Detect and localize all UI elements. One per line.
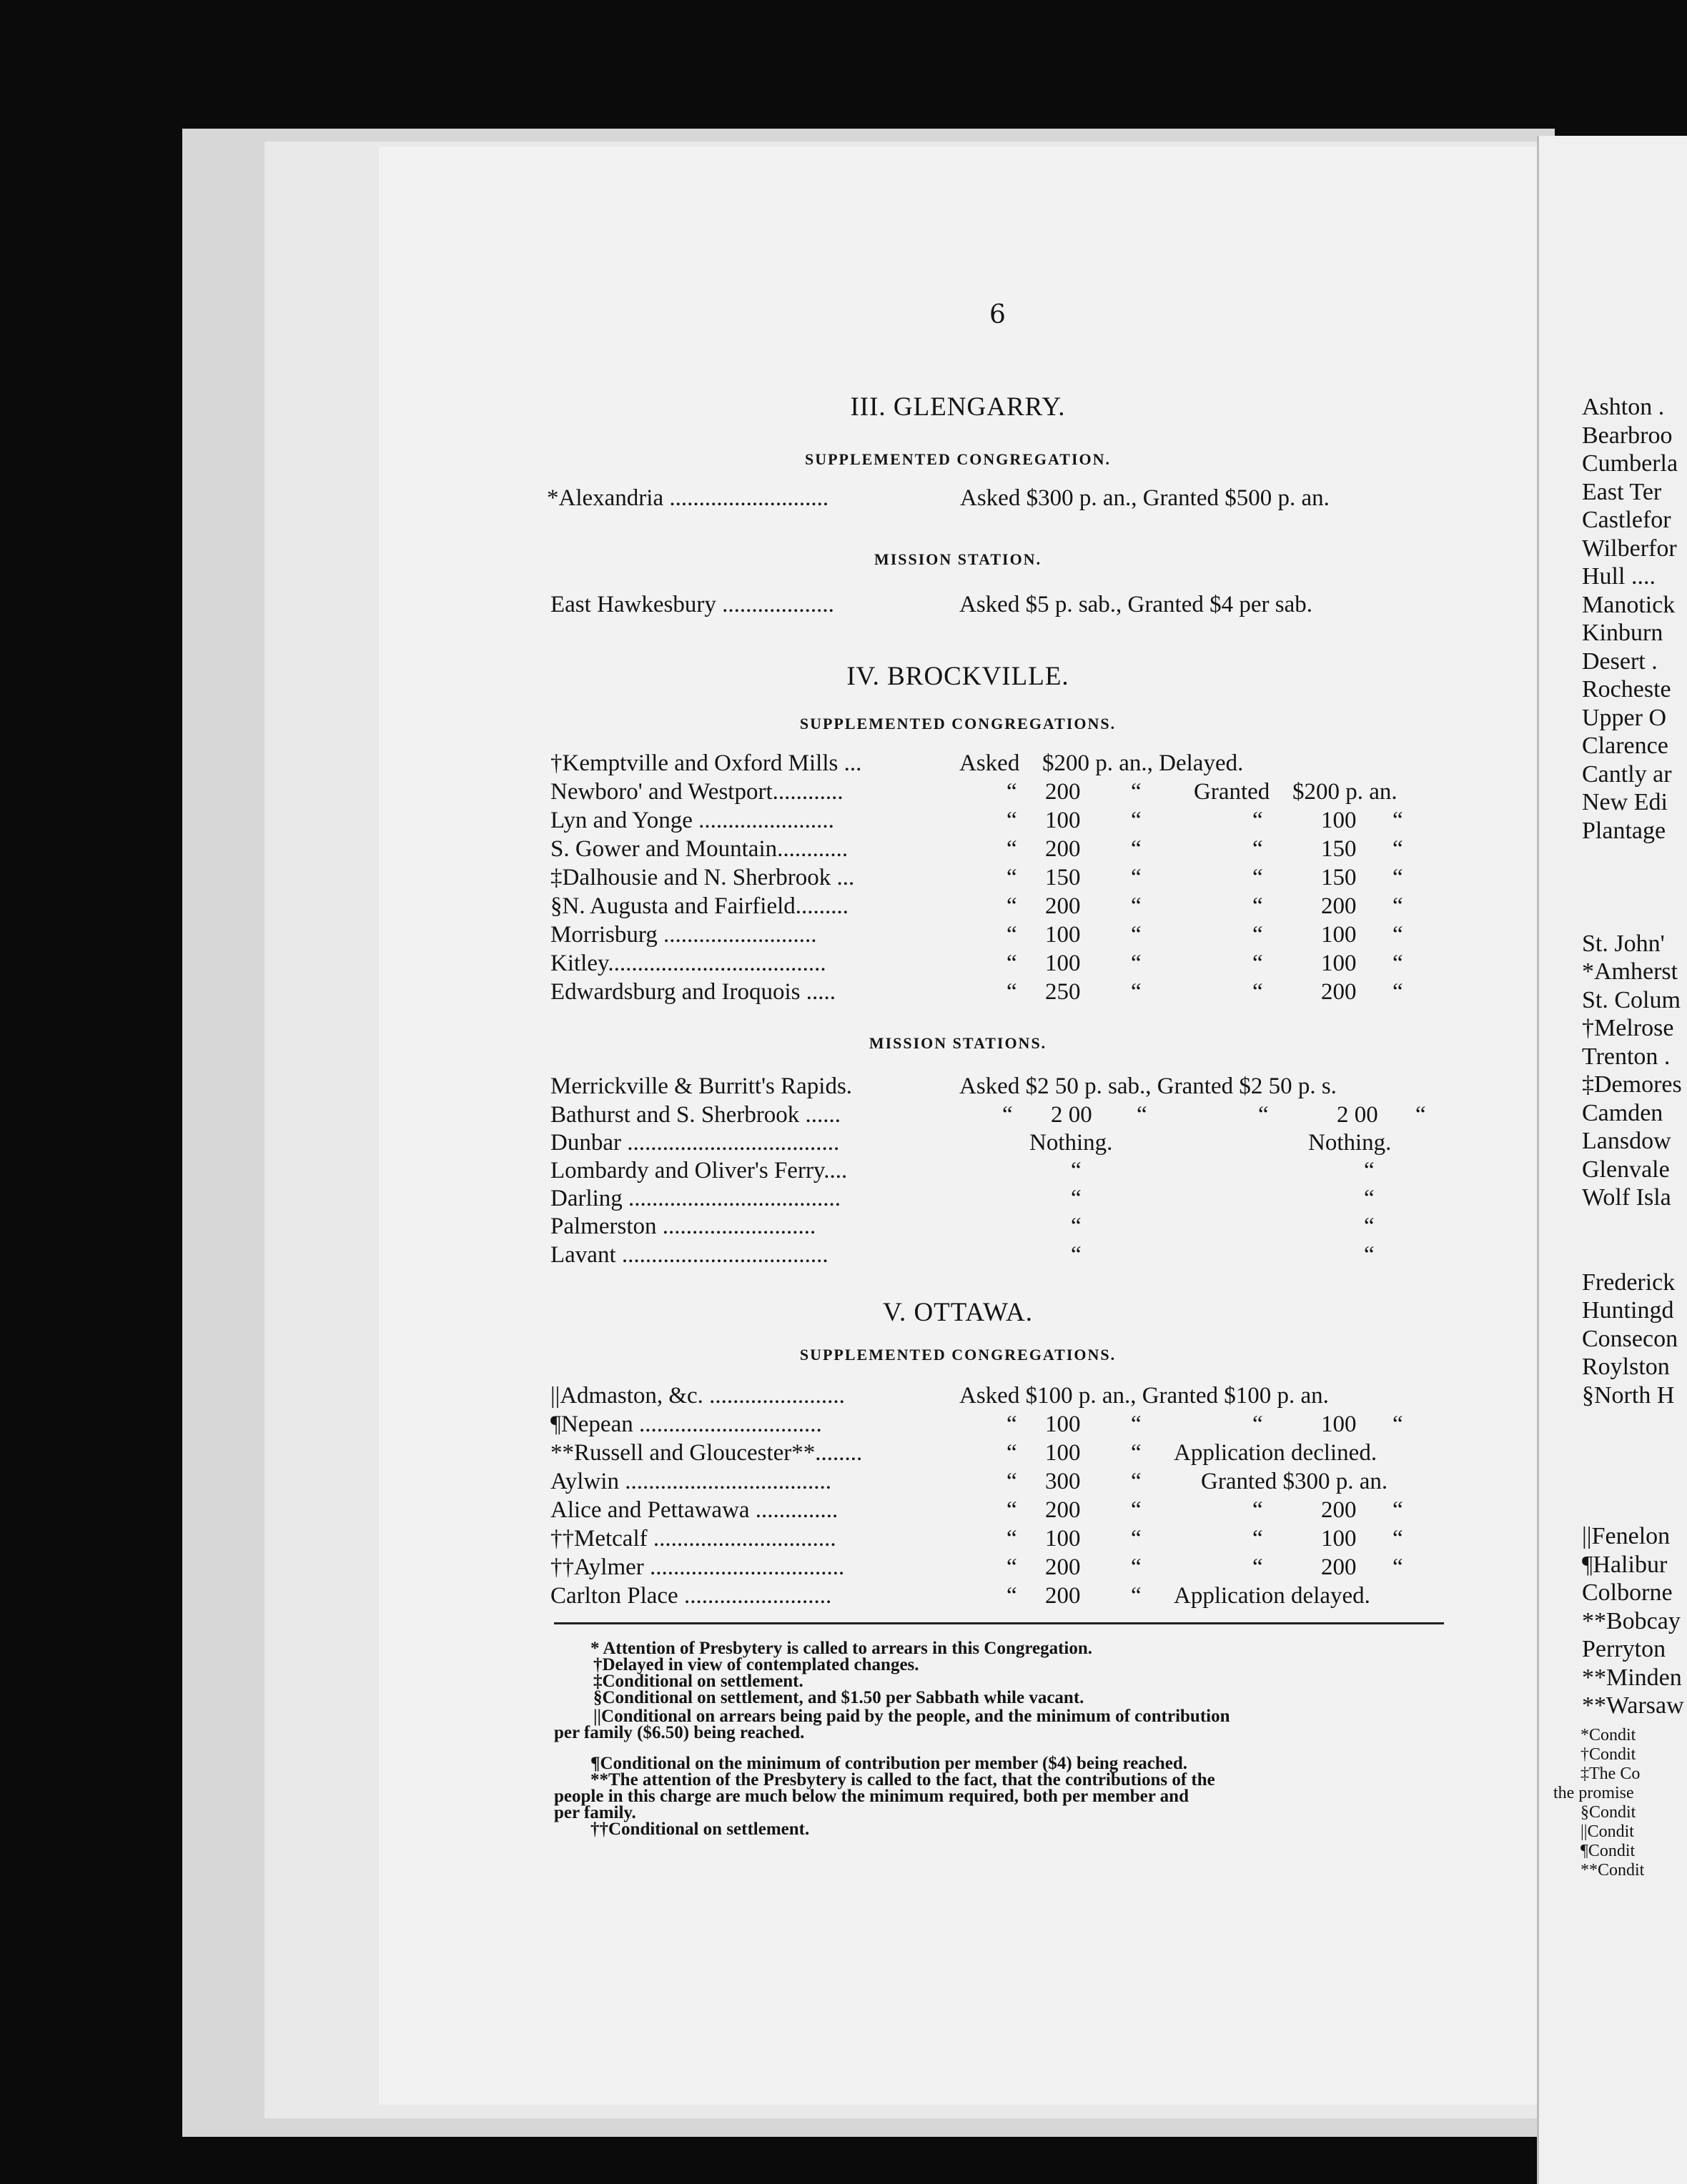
congregation-name: Alice and Pettawawa .............. [550,1497,838,1523]
facing-page-entry: East Ter [1582,478,1662,505]
ditto-mark: “ [1006,893,1017,919]
facing-page-entries [1582,393,1684,1720]
facing-page-entry [1582,1494,1684,1523]
ditto-mark: “ [1252,979,1263,1005]
facing-page-entry: ||Fenelon [1582,1523,1671,1549]
facing-page-footnote: *Condit [1580,1726,1636,1744]
facing-page-entry: Glenvale [1582,1156,1670,1183]
footnote-line: * Attention of Presbytery is called to arrears in this Congregation. [590,1639,1093,1658]
facing-page-entry: Plantage [1582,817,1666,844]
facing-page-entry [1582,1466,1684,1494]
facing-page-entry: Rocheste [1582,676,1671,703]
facing-page-entry [1582,873,1684,902]
asked-amount: 300 [1045,1469,1081,1494]
granted-label: Granted [1194,779,1270,805]
footnote-line: ¶Conditional on the minimum of contribution per member ($4) being reached. [590,1754,1188,1773]
granted-amount: 150 [1321,865,1357,890]
footnote-line: †Delayed in view of contemplated changes. [593,1655,919,1674]
facing-page-entry: Wilberfor [1582,535,1677,562]
granted-amount: 100 [1321,1526,1357,1552]
facing-page-entry [1582,1409,1684,1438]
admaston-terms: Asked $100 p. an., Granted $100 p. an. [959,1383,1329,1409]
facing-page-entry: Hull .... [1582,563,1656,590]
congregation-name: **Russell and Gloucester**........ [550,1440,863,1466]
facing-page-entry: *Amherst [1582,958,1678,985]
ditto-mark: “ [1131,865,1142,890]
granted-amount: 100 [1321,808,1357,833]
ditto-mark: “ [1252,808,1263,833]
footnote-line: §Conditional on settlement, and $1.50 per Sabbath while vacant. [593,1688,1084,1707]
station-name: Darling .................................... [550,1186,841,1211]
facing-page-entry: Lansdow [1582,1128,1671,1154]
footnote-line: per family ($6.50) being reached. [554,1723,805,1742]
ditto-mark: “ [1392,922,1403,948]
granted-nothing: Nothing. [1308,1130,1392,1156]
ditto-mark: “ [1252,1526,1263,1552]
ditto-mark: “ [1131,1469,1142,1494]
ditto-mark: “ [1252,1554,1263,1580]
facing-page-entry: Camden [1582,1099,1663,1126]
asked-amount: 200 [1045,779,1081,805]
ditto-mark: “ [1252,893,1263,919]
granted-amount: $200 p. an. [1292,779,1397,805]
ditto-mark: “ [1131,1554,1142,1580]
ditto-mark: “ [1252,950,1263,976]
ditto-mark: “ [1252,865,1263,890]
station-name: Merrickville & Burritt's Rapids. [550,1073,853,1099]
facing-page-entry: Manotick [1582,591,1676,618]
facing-page-footnote: ¶Condit [1580,1842,1636,1860]
facing-page-entry [1582,1240,1684,1269]
asked-amount: 200 [1045,1583,1081,1609]
ottawa-supplemented-subheading: SUPPLEMENTED CONGREGATIONS. [799,1346,1117,1364]
asked-amount: 100 [1045,1440,1081,1466]
ditto-mark: “ [1006,836,1017,862]
congregation-name: §N. Augusta and Fairfield......... [550,893,849,919]
facing-page-footnote: §Condit [1580,1803,1636,1822]
asked-amount: 100 [1045,808,1081,833]
congregation-name: Aylwin ................................... [550,1469,831,1494]
glengarry-mission-subheading: MISSION STATION. [874,550,1042,568]
ditto-mark: “ [1252,1497,1263,1523]
brockville-supplemented-subheading: SUPPLEMENTED CONGREGATIONS. [799,715,1117,733]
facing-page-entry: St. John' [1582,930,1665,957]
facing-page-entry: Cantly ar [1582,760,1672,788]
asked-amount: 2 00 [1051,1102,1092,1128]
facing-page-entry: Perryton [1582,1636,1666,1662]
facing-page-entry: **Bobcay [1582,1607,1681,1634]
facing-page-entry: §North H [1582,1381,1675,1409]
brockville-mission-subheading: MISSION STATIONS. [869,1034,1047,1052]
footnote-line: **The attention of the Presbytery is called to the fact, that the contributions of the [590,1770,1215,1790]
asked-amount: 200 [1045,893,1081,919]
facing-page-entry: **Warsaw [1582,1692,1684,1719]
congregation-name: Newboro' and Westport............ [550,779,844,805]
granted-amount: 150 [1321,836,1357,862]
ditto-mark: “ [1071,1242,1082,1268]
ottawa-heading: V. OTTAWA. [883,1298,1033,1327]
asked-amount: 200 [1045,1497,1081,1523]
east-hawkesbury-terms: Asked $5 p. sab., Granted $4 per sab. [959,592,1312,617]
facing-page-entry: Wolf Isla [1582,1184,1671,1211]
ditto-mark: “ [1002,1102,1013,1128]
ditto-mark: “ [1131,1526,1142,1552]
facing-page-entry: Castlefor [1582,507,1671,533]
facing-page-entry: Bearbroo [1582,422,1673,449]
congregation-name: †Kemptville and Oxford Mills ... [550,750,862,776]
asked-amount: 100 [1045,922,1081,948]
ditto-mark: “ [1252,922,1263,948]
ditto-mark: “ [1258,1102,1269,1128]
facing-page-entry: Huntingd [1582,1297,1674,1324]
ditto-mark: “ [1131,779,1142,805]
facing-page-entry: St. Colum [1582,986,1681,1013]
station-terms: Asked $2 50 p. sab., Granted $2 50 p. s. [959,1073,1337,1099]
facing-page-entry: †Melrose [1582,1015,1674,1041]
ditto-mark: “ [1392,836,1403,862]
ditto-mark: “ [1364,1186,1375,1211]
granted-amount: 200 [1321,1554,1357,1580]
ditto-mark: “ [1392,865,1403,890]
congregation-name: ¶Nepean ............................... [550,1411,822,1437]
footnote-line: per family. [554,1803,636,1822]
facing-page-entry: ¶Halibur [1582,1551,1668,1578]
congregation-name: ‡Dalhousie and N. Sherbrook ... [550,865,855,890]
facing-page-entry: Colborne [1582,1579,1673,1606]
ditto-mark: “ [1415,1102,1426,1128]
granted-amount: 100 [1321,1411,1357,1437]
asked-amount: 100 [1045,950,1081,976]
footnote-line: ||Conditional on arrears being paid by the people, and the minimum of contribution [593,1707,1230,1726]
ditto-mark: “ [1006,1526,1017,1552]
ditto-mark: “ [1006,1469,1017,1494]
ditto-mark: “ [1252,836,1263,862]
glengarry-heading: III. GLENGARRY. [850,392,1066,422]
ditto-mark: “ [1006,1440,1017,1466]
ditto-mark: “ [1392,1526,1403,1552]
asked-amount: 100 [1045,1526,1081,1552]
asked-amount: 150 [1045,865,1081,890]
ditto-mark: “ [1392,1411,1403,1437]
facing-page-entry [1582,1438,1684,1466]
asked-amount: 250 [1045,979,1081,1005]
ditto-mark: “ [1392,950,1403,976]
granted-amount: 200 [1321,979,1357,1005]
ditto-mark: “ [1006,1583,1017,1609]
ditto-mark: “ [1137,1102,1147,1128]
ditto-mark: “ [1364,1242,1375,1268]
ditto-mark: “ [1131,808,1142,833]
facing-page-footnote: ‡The Co [1580,1764,1641,1783]
ditto-mark: “ [1131,1440,1142,1466]
ditto-mark: “ [1131,1411,1142,1437]
congregation-name: Lyn and Yonge ....................... [550,808,834,833]
decision-note: Granted $300 p. an. [1201,1469,1388,1494]
footnote-line: ††Conditional on settlement. [590,1820,810,1839]
facing-page-entry [1582,1212,1684,1241]
congregation-name: ††Aylmer ................................. [550,1554,845,1580]
station-name: Dunbar .................................... [550,1130,840,1156]
asked-nothing: Nothing. [1029,1130,1113,1156]
facing-page [1537,136,1687,2184]
granted-amount: 200 [1321,1497,1357,1523]
congregation-name: Morrisburg .......................... [550,922,817,948]
ditto-mark: “ [1131,893,1142,919]
ditto-mark: “ [1071,1158,1082,1183]
facing-page-entry: Desert . [1582,647,1658,675]
ditto-mark: “ [1006,950,1017,976]
ditto-mark: “ [1131,836,1142,862]
ditto-mark: “ [1392,1497,1403,1523]
footnote-line: ‡Conditional on settlement. [593,1672,803,1691]
ditto-mark: “ [1392,808,1403,833]
station-name: Lavant ................................... [550,1242,828,1268]
brockville-heading: IV. BROCKVILLE. [846,662,1069,691]
facing-page-entry: Consecon [1582,1325,1678,1352]
ditto-mark: “ [1071,1213,1082,1239]
granted-amount: 100 [1321,950,1357,976]
facing-page-entry: Roylston [1582,1354,1670,1380]
ditto-mark: “ [1364,1158,1375,1183]
asked-amount: 200 [1045,836,1081,862]
ditto-mark: “ [1364,1213,1375,1239]
ditto-mark: “ [1392,893,1403,919]
glengarry-supplemented-subheading: SUPPLEMENTED CONGREGATION. [804,450,1112,468]
decision-note: Application declined. [1174,1440,1377,1466]
facing-page-entry [1582,845,1684,873]
asked-amount: 100 [1045,1411,1081,1437]
facing-page-footnote: ||Condit [1580,1822,1634,1841]
ditto-mark: “ [1131,1583,1142,1609]
ditto-mark: “ [1392,979,1403,1005]
facing-page-entry: Cumberla [1582,450,1678,477]
ditto-mark: “ [1006,779,1017,805]
facing-page-entry: Frederick [1582,1269,1676,1296]
asked-terms: $200 p. an., Delayed. [1042,750,1244,776]
congregation-name: Kitley..................................... [550,950,826,976]
granted-amount: 2 00 [1337,1102,1378,1128]
ditto-mark: “ [1006,1411,1017,1437]
station-name: Lombardy and Oliver's Ferry.... [550,1158,848,1183]
ditto-mark: “ [1006,979,1017,1005]
granted-amount: 100 [1321,922,1357,948]
facing-page-entry: Ashton . [1582,394,1665,420]
ditto-mark: “ [1392,1554,1403,1580]
station-name: Bathurst and S. Sherbrook ...... [550,1102,841,1128]
facing-page-footnote: **Condit [1580,1861,1645,1880]
east-hawkesbury-name: East Hawkesbury ................... [550,592,834,617]
congregation-name: Carlton Place ......................... [550,1583,832,1609]
facing-page-footnotes [1553,1726,1644,1880]
facing-page-entry: ‡Demores [1582,1071,1682,1098]
ditto-mark: “ [1131,979,1142,1005]
admaston-name: ||Admaston, &c. ....................... [550,1383,845,1409]
facing-page-entry: **Minden [1582,1664,1682,1691]
footnote-line: people in this charge are much below the minimum required, both per member and [554,1787,1189,1806]
ditto-mark: “ [1131,950,1142,976]
alexandria-name: *Alexandria ........................... [547,485,829,511]
asked-label: Asked [959,750,1020,776]
granted-amount: 200 [1321,893,1357,919]
facing-page-footnote: †Condit [1580,1745,1636,1764]
ditto-mark: “ [1006,808,1017,833]
ditto-mark: “ [1006,865,1017,890]
ditto-mark: “ [1006,1497,1017,1523]
ditto-mark: “ [1071,1186,1082,1211]
congregation-name: ††Metcalf ............................... [550,1526,836,1552]
facing-page-entry: New Edi [1582,789,1668,815]
page-number: 6 [989,300,1006,329]
facing-page-entry: Trenton . [1582,1043,1671,1070]
alexandria-terms: Asked $300 p. an., Granted $500 p. an. [960,485,1330,511]
congregation-name: Edwardsburg and Iroquois ..... [550,979,836,1005]
ditto-mark: “ [1006,922,1017,948]
decision-note: Application delayed. [1174,1583,1370,1609]
facing-page-entry: Kinburn [1582,620,1663,646]
ditto-mark: “ [1006,1554,1017,1580]
station-name: Palmerston .......................... [550,1213,816,1239]
ditto-mark: “ [1252,1411,1263,1437]
footnote-rule [554,1622,1444,1624]
facing-page-entry: Clarence [1582,733,1668,759]
congregation-name: S. Gower and Mountain............ [550,836,849,862]
ditto-mark: “ [1131,1497,1142,1523]
facing-page-entry: Upper O [1582,704,1667,731]
asked-amount: 200 [1045,1554,1081,1580]
ditto-mark: “ [1131,922,1142,948]
facing-page-entry [1582,901,1684,930]
facing-page-footnote: the promise [1553,1784,1634,1802]
